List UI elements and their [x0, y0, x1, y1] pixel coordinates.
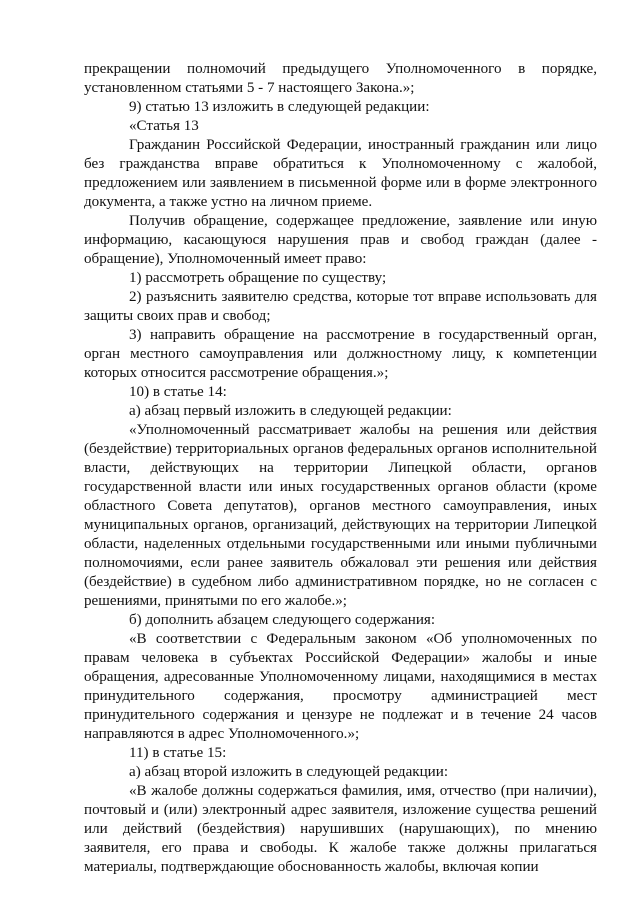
- paragraph-article-14-text: «Уполномоченный рассматривает жалобы на решения или действия (бездействие) территориальных органов федеральных органов исполнительной власти, действующих на территории Липецкой области, органов государственной власти или иных государственных органов области (кроме областного Совета депутатов), органов местного самоуправления, иных муниципальных органов, организаций, действующих на территории Липецкой области, наделенных отдельными государственными или иными публичными полномочиями, если ранее заявитель обжаловал эти решения или действия (бездействие) в судебном либо административном порядке, но не согласен с решениями, принятыми по его жалобе.»;: [84, 422, 597, 609]
- paragraph-article-13-part-1: Гражданин Российской Федерации, иностранный гражданин или лицо без гражданства вправе обратиться к Уполномоченному с жалобой, предложением или заявлением в письменной форме или в форме электронного документа, а также устно на личном приеме.: [84, 137, 597, 210]
- paragraph-article-15-text: «В жалобе должны содержаться фамилия, имя, отчество (при наличии), почтовый и (или) электронный адрес заявителя, изложение существа решений или действий (бездействия) нарушивших (нарушающих), по мнению заявителя, его права и свободы. К жалобе также должны прилагаться материалы, подтверждающие обоснованность жалобы, включая копии: [84, 783, 597, 875]
- paragraph-article-13-sub-1: 1) рассмотреть обращение по существу;: [129, 270, 387, 286]
- paragraph-item-11-a: а) абзац второй изложить в следующей редакции:: [129, 764, 449, 780]
- paragraph-article-13-sub-2: 2) разъяснить заявителю средства, которые тот вправе использовать для защиты своих прав и свобод;: [84, 289, 597, 324]
- paragraph-article-14-addition: «В соответствии с Федеральным законом «Об уполномоченных по правам человека в субъектах Российской Федерации» жалобы и иные обращения, адресованные Уполномоченному лицами, находящимися в местах принудительного содержания, просмотру администрацией мест принудительного содержания и цензуре не подлежат и в течение 24 часов направляются в адрес Уполномоченного.»;: [84, 631, 597, 742]
- paragraph-continuation: прекращении полномочий предыдущего Уполномоченного в порядке, установленном статьями 5 - 7 настоящего Закона.»;: [84, 61, 597, 96]
- paragraph-article-13-heading: «Статья 13: [129, 118, 199, 134]
- document-page: [84, 60, 597, 877]
- paragraph-item-10: 10) в статье 14:: [129, 384, 227, 400]
- paragraph-item-10-a: а) абзац первый изложить в следующей редакции:: [129, 403, 452, 419]
- paragraph-article-13-part-2: Получив обращение, содержащее предложение, заявление или иную информацию, касающуюся нарушения прав и свобод граждан (далее - обращение), Уполномоченный имеет право:: [84, 213, 597, 267]
- paragraph-item-11: 11) в статье 15:: [129, 745, 227, 761]
- paragraph-item-10-b: б) дополнить абзацем следующего содержания:: [129, 612, 436, 628]
- paragraph-article-13-sub-3: 3) направить обращение на рассмотрение в государственный орган, орган местного самоуправления или должностному лицу, к компетенции которых относится рассмотрение обращения.»;: [84, 327, 597, 381]
- paragraph-item-9: 9) статью 13 изложить в следующей редакции:: [129, 99, 430, 115]
